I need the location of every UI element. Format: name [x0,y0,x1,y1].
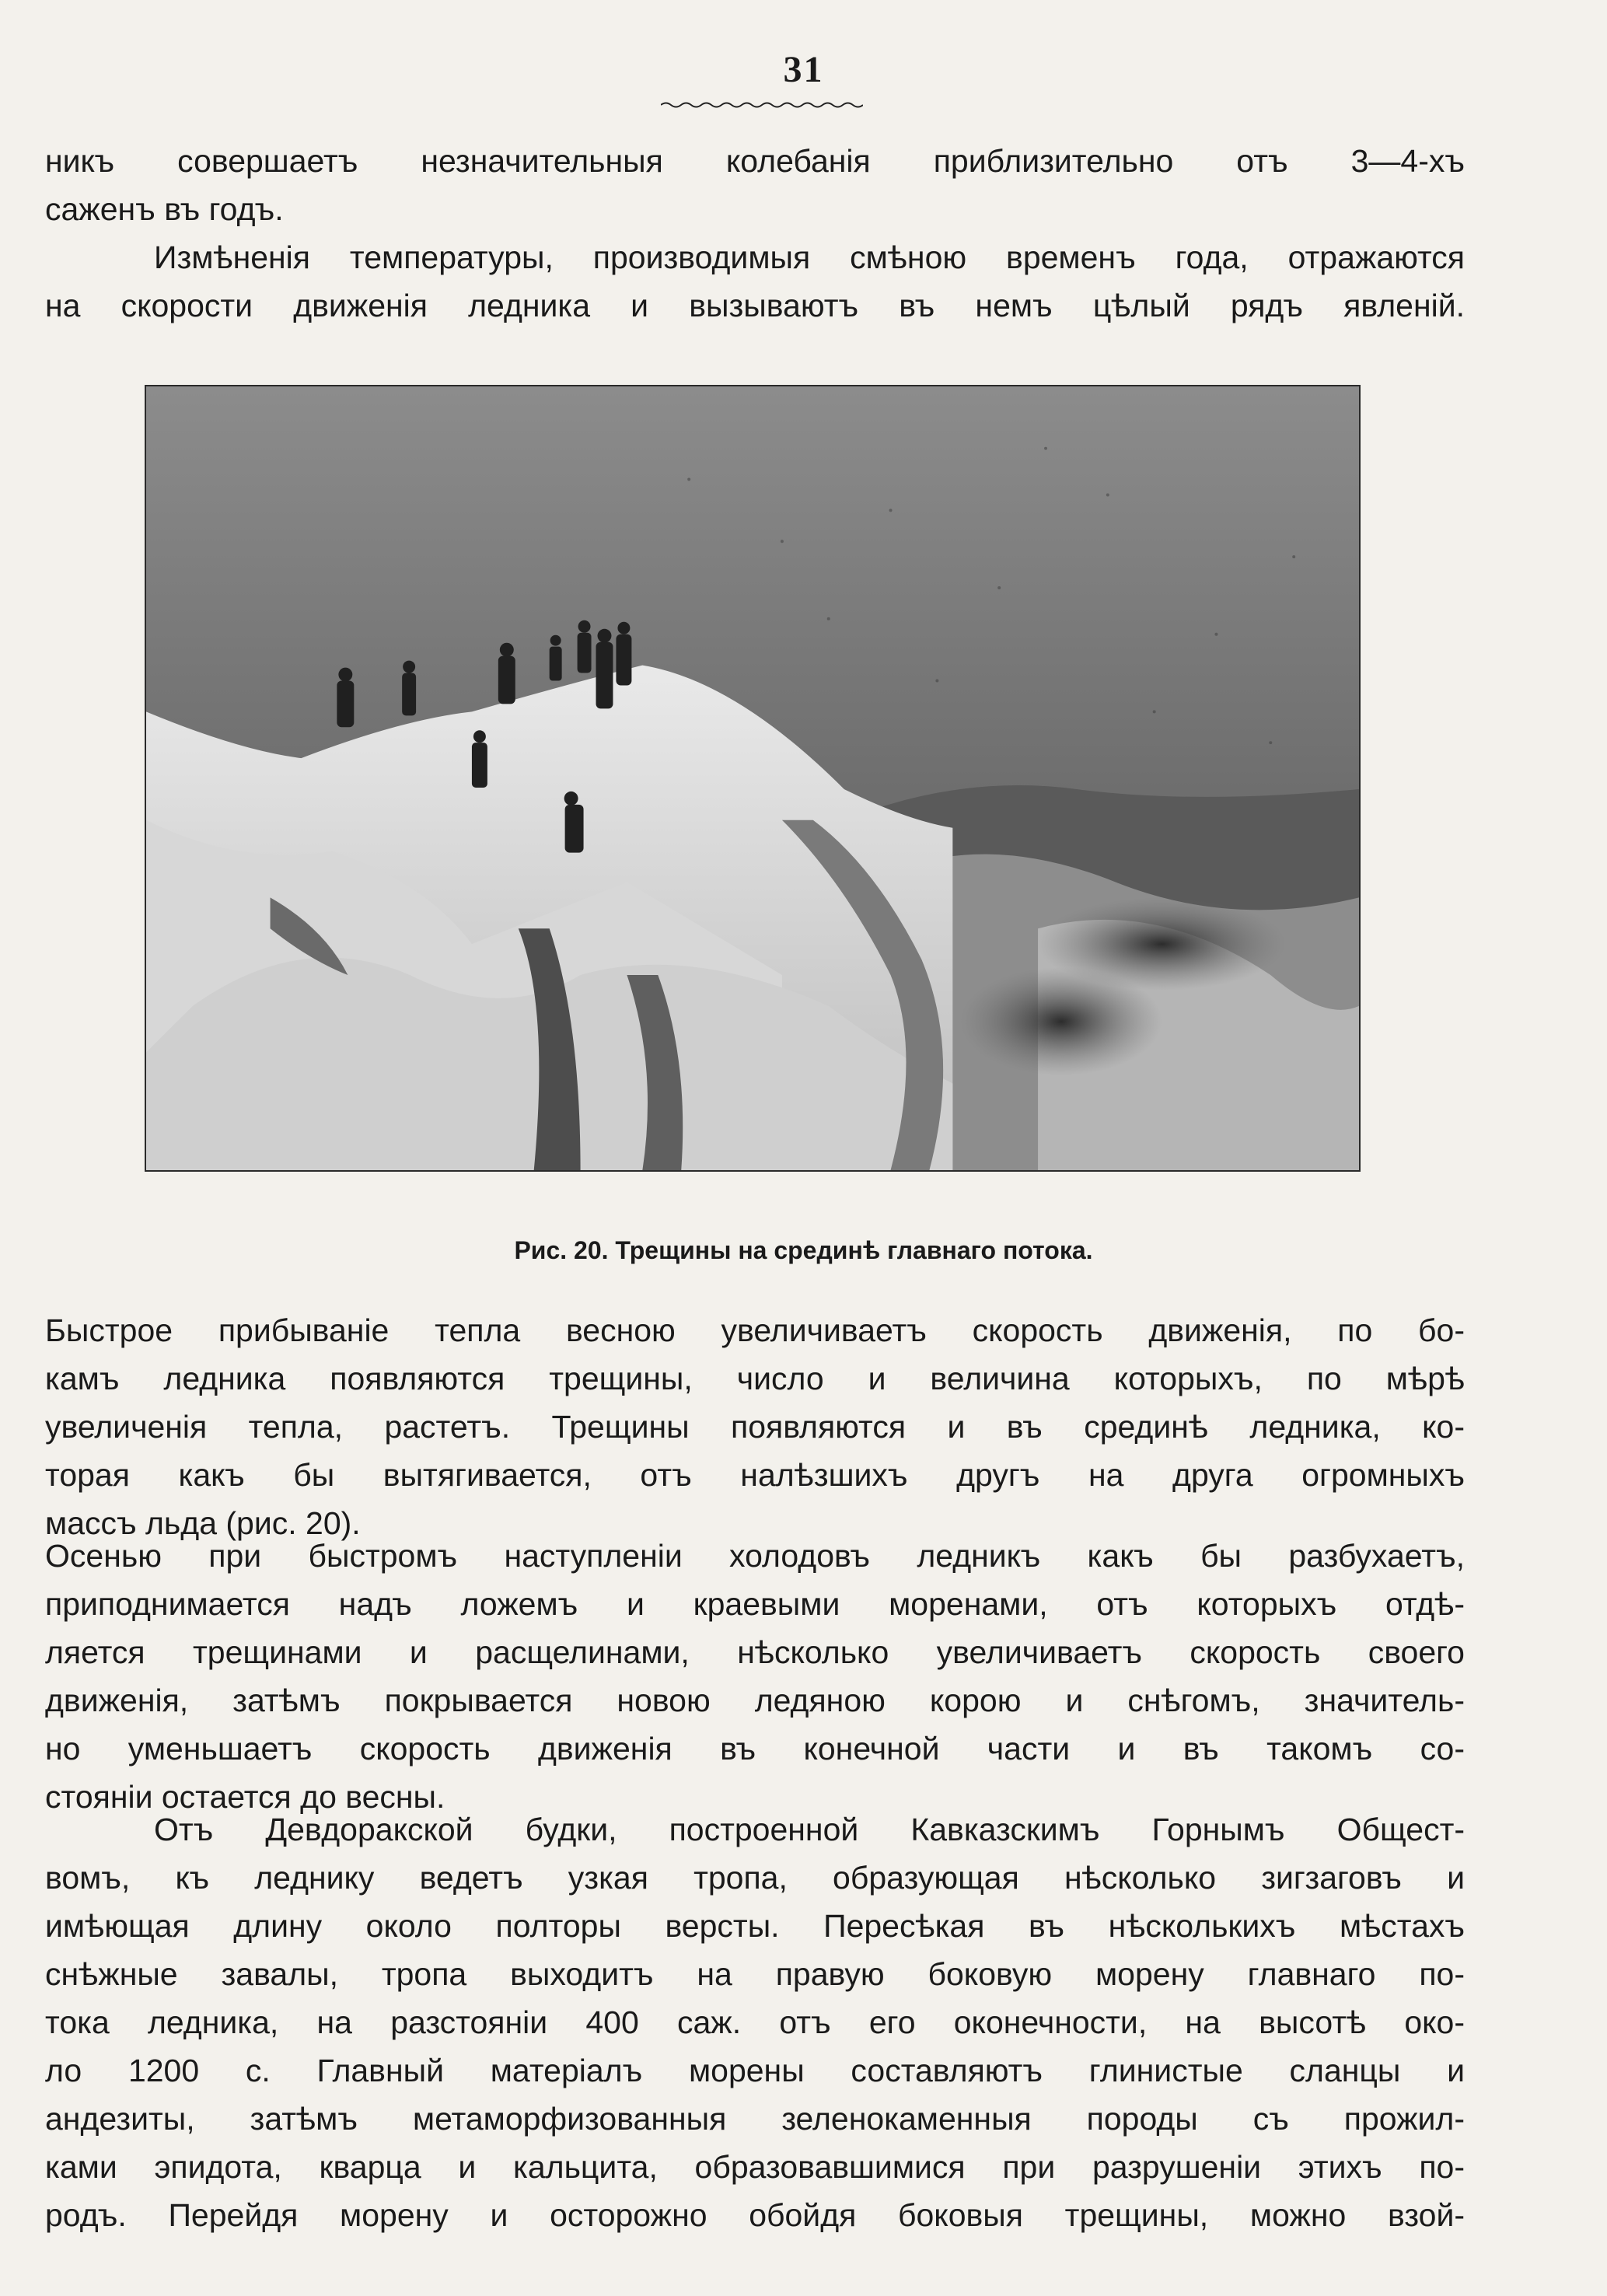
figure-caption: Рис. 20. Трещины на срединѣ главнаго потока. [514,1236,1093,1264]
paragraph-continuation [45,137,1465,233]
text-line: увеличенія тепла, растетъ. Трещины появляются и въ срединѣ ледника, ко- [45,1409,1465,1445]
text-line: торая какъ бы вытягивается, отъ налѣзшихъ другъ на друга огромныхъ [45,1457,1465,1493]
paragraph-temperature [45,233,1465,330]
text-line: вомъ, къ леднику ведетъ узкая тропа, образующая нѣсколько зигзаговъ и [45,1860,1465,1896]
page-number: 31 [783,49,824,90]
text-line: на скорости движенія ледника и вызываютъ въ немъ цѣлый рядъ явленій. [45,288,1465,323]
text-line: ло 1200 с. Главный матеріалъ морены составляютъ глинистые сланцы и [45,2053,1465,2088]
text-line: приподнимается надъ ложемъ и краевыми моренами, отъ которыхъ отдѣ- [45,1586,1465,1622]
text-line: ляется трещинами и расщелинами, нѣсколько увеличиваетъ скорость своего [45,1634,1465,1670]
glacier-photograph [145,385,1361,1172]
text-line: стояніи остается до весны. [45,1779,445,1815]
paragraph-autumn [45,1532,1465,1821]
text-line: Измѣненія температуры, производимыя смѣною временъ года, отражаются [154,239,1465,275]
page-number-underline [661,101,863,109]
glacier-photo-image [146,386,1359,1170]
text-line: никъ совершаетъ незначительныя колебанія приблизительно отъ 3—4-хъ [45,143,1465,179]
text-line: саженъ въ годъ. [45,191,284,227]
text-line: массъ льда (рис. 20). [45,1505,361,1541]
paragraph-route [45,1805,1465,2239]
text-line: родъ. Перейдя морену и осторожно обойдя боковыя трещины, можно взой- [45,2197,1465,2233]
text-line: Отъ Девдоракской будки, построенной Кавказскимъ Горнымъ Общест- [154,1812,1465,1847]
text-line: тока ледника, на разстояніи 400 саж. отъ его оконечности, на высотѣ око- [45,2004,1465,2040]
text-line: но уменьшаетъ скорость движенія въ конечной части и въ такомъ со- [45,1731,1465,1767]
text-line: камъ ледника появляются трещины, число и величина которыхъ, по мѣрѣ [45,1361,1465,1396]
text-line: Осенью при быстромъ наступленіи холодовъ ледникъ какъ бы разбухаетъ, [45,1538,1465,1574]
text-line: Быстрое прибываніе тепла весною увеличиваетъ скорость движенія, по бо- [45,1312,1465,1348]
paragraph-spring [45,1306,1465,1547]
text-line: имѣющая длину около полторы версты. Пересѣкая въ нѣсколькихъ мѣстахъ [45,1908,1465,1944]
text-line: снѣжные завалы, тропа выходитъ на правую боковую морену главнаго по- [45,1956,1465,1992]
text-line: андезиты, затѣмъ метаморфизованныя зеленокаменныя породы съ прожил- [45,2101,1465,2137]
text-line: движенія, затѣмъ покрывается новою ледяною корою и снѣгомъ, значитель- [45,1683,1465,1718]
text-line: ками эпидота, кварца и кальцита, образовавшимися при разрушеніи этихъ по- [45,2149,1465,2185]
